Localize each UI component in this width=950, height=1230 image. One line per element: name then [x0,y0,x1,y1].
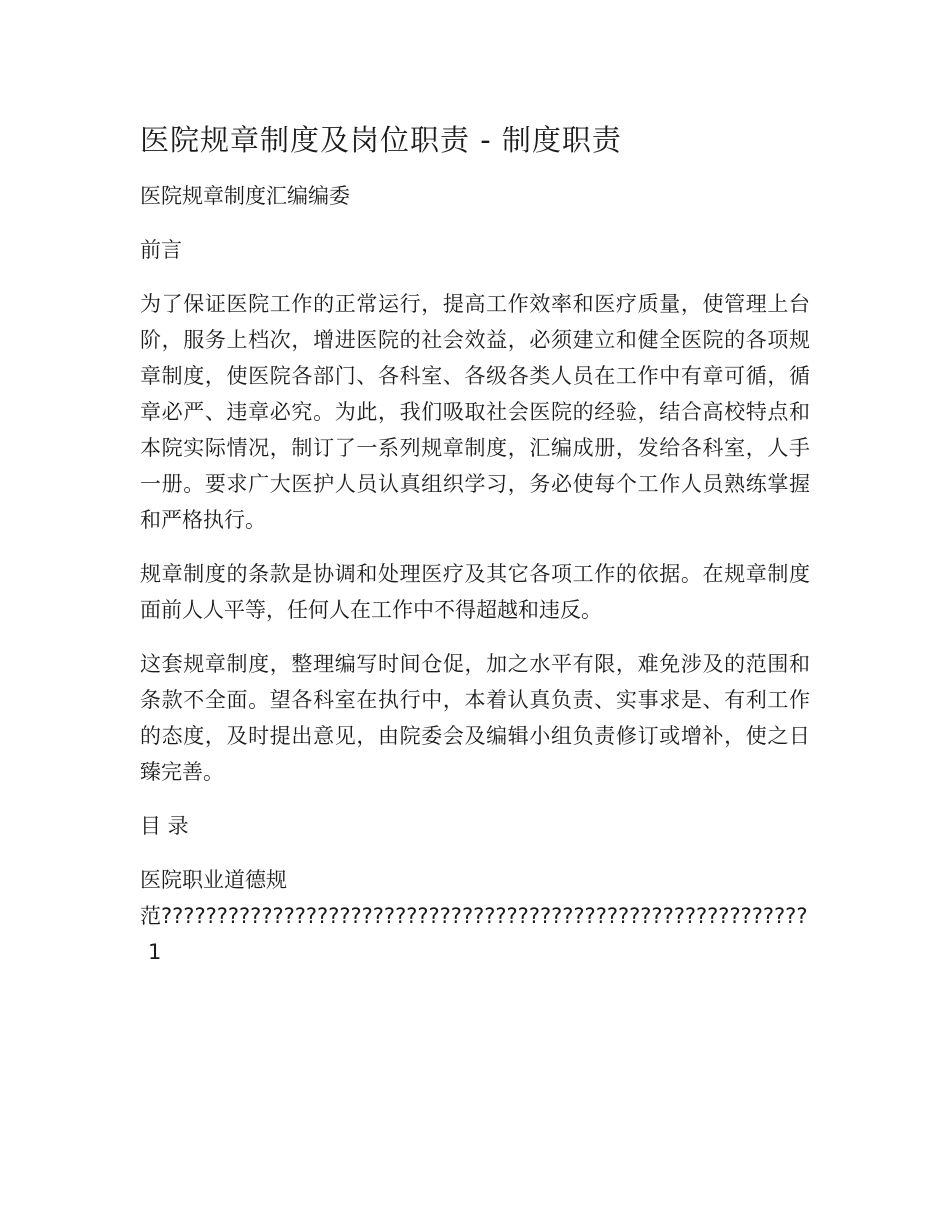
preface-paragraph-2: 规章制度的条款是协调和处理医疗及其它各项工作的依据。在规章制度面前人人平等，任何人在工作中不得超越和违反。 [140,562,810,622]
toc-entry-leader: ?????????????????????????????????????????????????????????? [161,904,808,928]
editor-line: 医院规章制度汇编编委 [140,184,350,208]
preface-heading: 前言 [140,238,182,262]
toc-entry-page: 1 [148,940,162,964]
preface-paragraph-3: 这套规章制度，整理编写时间仓促，加之水平有限，难免涉及的范围和条款不全面。望各科室在执行中，本着认真负责、实事求是、有利工作的态度，及时提出意见，由院委会及编辑小组负责修订或增补，使之日臻完善。 [140,652,810,784]
toc-entry [140,862,810,970]
toc-entry-title: 医院职业道德规范 [140,868,287,928]
toc-heading: 目 录 [140,814,189,838]
document-title: 医院规章制度及岗位职责 - 制度职责 [140,123,622,157]
preface-paragraph-1: 为了保证医院工作的正常运行，提高工作效率和医疗质量，使管理上台阶，服务上档次，增进医院的社会效益，必须建立和健全医院的各项规章制度，使医院各部门、各科室、各级各类人员在工作中有章可循，循章必严、违章必究。为此，我们吸取社会医院的经验，结合高校特点和本院实际情况，制订了一系列规章制度，汇编成册，发给各科室，人手一册。要求广大医护人员认真组织学习，务必使每个工作人员熟练掌握和严格执行。 [140,292,810,532]
document-page [140,120,810,970]
